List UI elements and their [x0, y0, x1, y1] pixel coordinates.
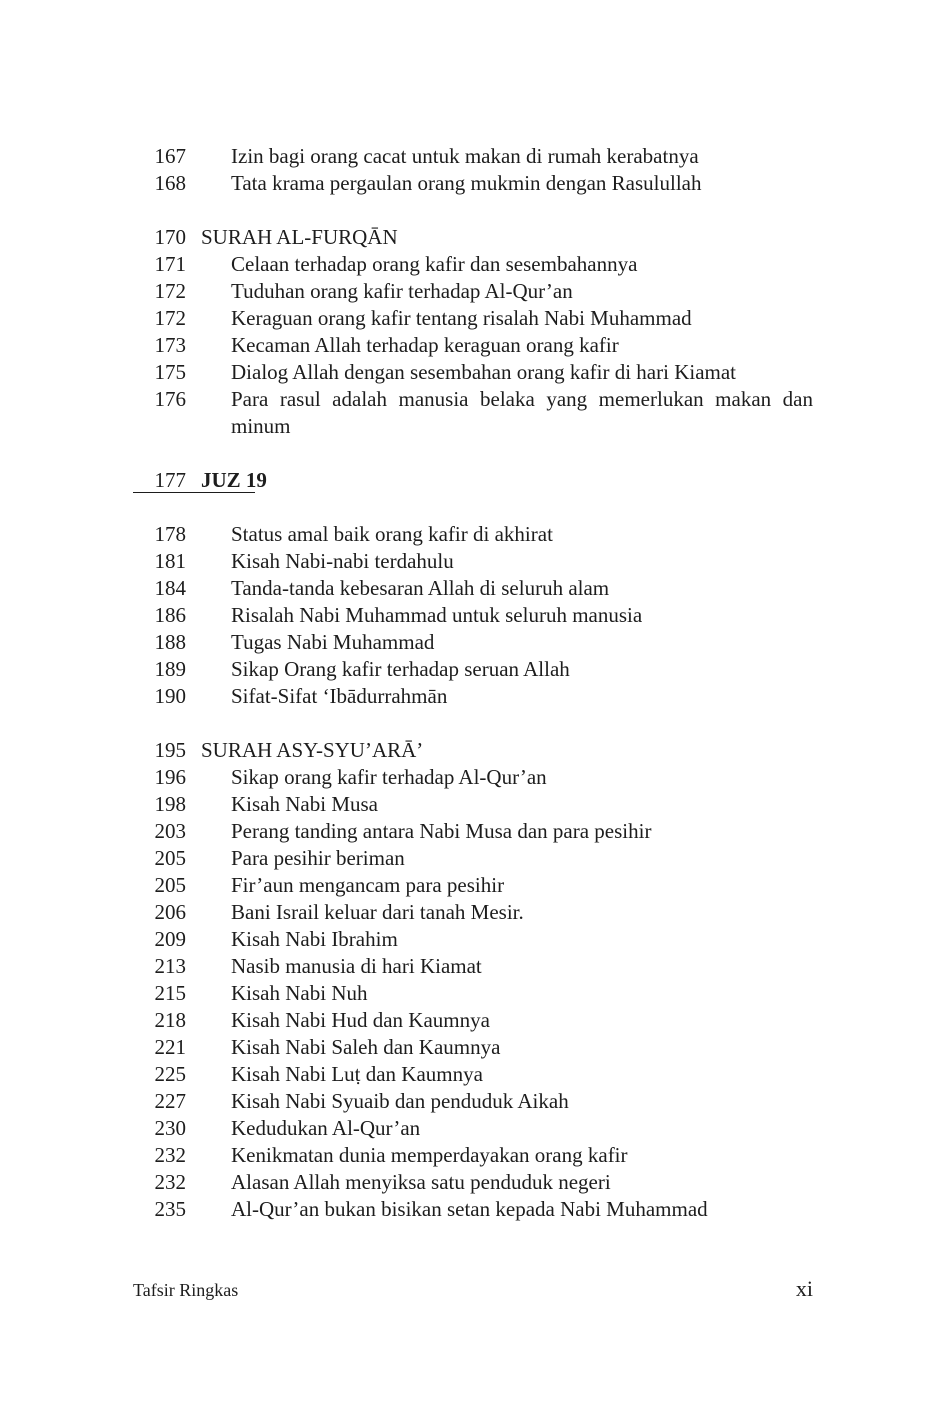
toc-page-number: 198	[154, 792, 186, 816]
toc-page-number: 232	[154, 1170, 186, 1194]
footer-page-number: xi	[795, 1276, 813, 1301]
toc-entry-title: Sikap orang kafir terhadap Al-Qur’an	[231, 765, 547, 789]
toc-page-number: 221	[154, 1035, 186, 1059]
toc-page-number: 206	[154, 900, 186, 924]
toc-entry-title: Al-Qur’an bukan bisikan setan kepada Nabi Muhammad	[231, 1197, 708, 1221]
toc-entry-title: Kisah Nabi-nabi terdahulu	[231, 549, 454, 573]
section-spacer	[0, 710, 946, 737]
toc-entry	[0, 575, 946, 602]
toc-entry	[0, 251, 946, 278]
toc-entry-title: Tuduhan orang kafir terhadap Al-Qur’an	[231, 279, 573, 303]
toc-entry	[0, 386, 946, 440]
toc-entry	[0, 521, 946, 548]
toc-entry-title: SURAH ASY-SYU’ARĀ’	[201, 738, 424, 762]
toc-entry-title: Nasib manusia di hari Kiamat	[231, 954, 482, 978]
toc-page-number: 235	[154, 1197, 186, 1221]
toc-page-number: 171	[154, 252, 186, 276]
toc-entry-title: Dialog Allah dengan sesembahan orang kafir di hari Kiamat	[231, 360, 737, 384]
toc-entry-title: Kenikmatan dunia memperdayakan orang kafir	[231, 1143, 628, 1167]
toc-page-number: 205	[154, 846, 186, 870]
toc-entry	[0, 143, 946, 170]
toc-page-number: 172	[154, 279, 186, 303]
toc-entry-title: Sikap Orang kafir terhadap seruan Allah	[231, 657, 570, 681]
toc-entry-title: Risalah Nabi Muhammad untuk seluruh manusia	[231, 603, 643, 627]
toc-page-number: 190	[154, 684, 186, 708]
toc-entry-title: Kisah Nabi Syuaib dan penduduk Aikah	[231, 1089, 569, 1113]
toc-page-number: 205	[154, 873, 186, 897]
toc-entry	[0, 548, 946, 575]
toc-page-number: 178	[154, 522, 186, 546]
table-of-contents	[0, 143, 946, 1223]
toc-entry-title: JUZ 19	[201, 468, 267, 492]
toc-entry	[0, 629, 946, 656]
toc-entry-title: Para pesihir beriman	[231, 846, 405, 870]
toc-entry-title: Kisah Nabi Saleh dan Kaumnya	[231, 1035, 501, 1059]
toc-page-number: 167	[154, 144, 186, 168]
toc-entry-title: Para rasul adalah manusia belaka yang memerlukan makan dan minum	[231, 387, 813, 438]
toc-entry	[0, 1142, 946, 1169]
toc-entry	[0, 683, 946, 710]
toc-page-number: 177	[154, 468, 186, 492]
toc-entry	[0, 278, 946, 305]
toc-entry	[0, 980, 946, 1007]
toc-entry	[0, 791, 946, 818]
toc-page-number: 181	[154, 549, 186, 573]
toc-entry-title: Alasan Allah menyiksa satu penduduk negeri	[231, 1170, 611, 1194]
toc-entry	[0, 1007, 946, 1034]
toc-page-number: 188	[154, 630, 186, 654]
toc-entry-title: Kisah Nabi Hud dan Kaumnya	[231, 1008, 490, 1032]
toc-entry	[0, 764, 946, 791]
toc-entry	[0, 602, 946, 629]
toc-entry-title: Kisah Nabi Musa	[231, 792, 378, 816]
toc-entry-title: SURAH AL-FURQĀN	[201, 225, 398, 249]
toc-entry	[0, 899, 946, 926]
toc-page-number: 184	[154, 576, 186, 600]
toc-page-number: 230	[154, 1116, 186, 1140]
toc-entry-title: Izin bagi orang cacat untuk makan di rumah kerabatnya	[231, 144, 699, 168]
toc-page-number: 196	[154, 765, 186, 789]
toc-page-number: 218	[154, 1008, 186, 1032]
toc-entry	[0, 953, 946, 980]
toc-entry-title: Fir’aun mengancam para pesihir	[231, 873, 505, 897]
toc-entry-title: Tanda-tanda kebesaran Allah di seluruh alam	[231, 576, 610, 600]
toc-entry	[0, 332, 946, 359]
toc-page-number: 225	[154, 1062, 186, 1086]
toc-page-number: 168	[154, 171, 186, 195]
section-spacer	[0, 440, 946, 467]
toc-entry	[0, 845, 946, 872]
toc-entry-title: Celaan terhadap orang kafir dan sesembahannya	[231, 252, 638, 276]
toc-page-number: 227	[154, 1089, 186, 1113]
toc-entry-title: Tugas Nabi Muhammad	[231, 630, 435, 654]
toc-entry	[0, 1088, 946, 1115]
toc-entry-title: Tata krama pergaulan orang mukmin dengan Rasulullah	[231, 171, 702, 195]
toc-page-number: 232	[154, 1143, 186, 1167]
toc-page-number: 175	[154, 360, 186, 384]
toc-entry-title: Status amal baik orang kafir di akhirat	[231, 522, 553, 546]
toc-entry	[0, 818, 946, 845]
toc-page-number: 176	[154, 387, 186, 411]
toc-entry-title: Bani Israil keluar dari tanah Mesir.	[231, 900, 524, 924]
toc-page-number: 189	[154, 657, 186, 681]
toc-page-number: 203	[154, 819, 186, 843]
toc-entry	[0, 926, 946, 953]
toc-entry	[0, 656, 946, 683]
toc-page-number: 213	[154, 954, 186, 978]
toc-entry-title: Sifat-Sifat ‘Ibādurrahmān	[231, 684, 448, 708]
toc-entry-title: Kisah Nabi Nuh	[231, 981, 368, 1005]
toc-page-number: 170	[154, 225, 186, 249]
toc-surah-heading	[0, 737, 946, 764]
toc-entry	[0, 1115, 946, 1142]
toc-entry	[0, 1169, 946, 1196]
toc-entry-title: Kisah Nabi Ibrahim	[231, 927, 398, 951]
footer-book-title: Tafsir Ringkas	[133, 1280, 239, 1300]
toc-page-number: 215	[154, 981, 186, 1005]
toc-page-number: 172	[154, 306, 186, 330]
toc-page-number: 186	[154, 603, 186, 627]
toc-page-number: 173	[154, 333, 186, 357]
toc-entry-title: Kecaman Allah terhadap keraguan orang kafir	[231, 333, 619, 357]
toc-entry	[0, 305, 946, 332]
toc-entry	[0, 359, 946, 386]
toc-page-number: 195	[154, 738, 186, 762]
toc-entry-title: Keraguan orang kafir tentang risalah Nabi Muhammad	[231, 306, 692, 330]
toc-entry-title: Kisah Nabi Luṭ dan Kaumnya	[231, 1062, 483, 1086]
toc-entry	[0, 1196, 946, 1223]
section-spacer	[0, 197, 946, 224]
toc-entry-title: Perang tanding antara Nabi Musa dan para pesihir	[231, 819, 652, 843]
toc-entry	[0, 1034, 946, 1061]
toc-entry	[0, 1061, 946, 1088]
toc-entry	[0, 872, 946, 899]
toc-entry-title: Kedudukan Al-Qur’an	[231, 1116, 421, 1140]
toc-entry	[0, 170, 946, 197]
toc-surah-heading	[0, 224, 946, 251]
section-spacer	[0, 494, 946, 521]
toc-juz-heading	[0, 467, 946, 494]
toc-page-number: 209	[154, 927, 186, 951]
